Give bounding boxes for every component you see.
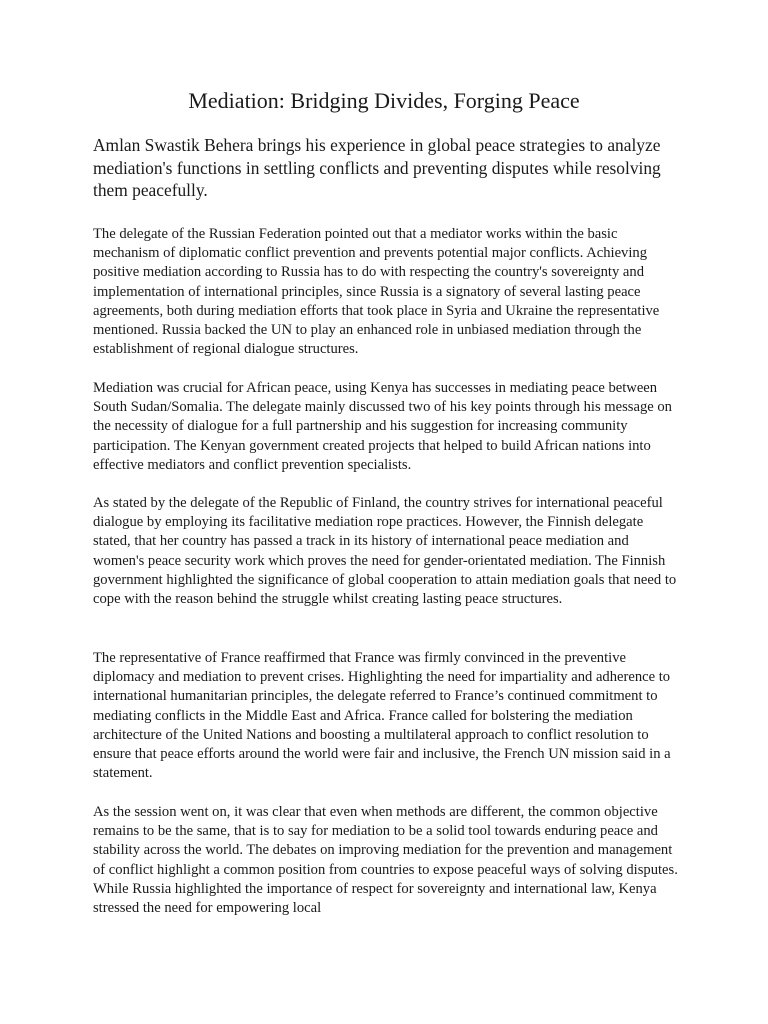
- paragraph-france: The representative of France reaffirmed that France was firmly convinced in the preventive diplomacy and mediation to prevent crises. Highlighting the need for impartiality and adherence to international humanitarian principles, the delegate referred to France’s continued commitment to mediating conflicts in the Middle East and Africa. France called for bolstering the mediation architecture of the United Nations and boosting a multilateral approach to conflict resolution to ensure that peace efforts around the world were fair and inclusive, the French UN mission said in a statement.: [93, 650, 671, 782]
- paragraph-finland: As stated by the delegate of the Republic of Finland, the country strives for international peaceful dialogue by employing its facilitative mediation rope practices. However, the Finnish delegate stated, that her country has passed a track in its history of international peace mediation and women's peace security work which proves the need for gender-orientated mediation. The Finnish government highlighted the significance of global cooperation to attain mediation goals that need to cope with the reason behind the struggle whilst creating lasting peace structures.: [93, 495, 677, 608]
- paragraph-session-summary: As the session went on, it was clear that even when methods are different, the common objective remains to be the same, that is to say for mediation to be a solid tool towards enduring peace and stability across the world. The debates on improving mediation for the prevention and management of conflict highlight a common position from countries to expose peaceful ways of solving disputes. While Russia highlighted the importance of respect for sovereignty and international law, Kenya stressed the need for empowering local: [93, 804, 678, 917]
- paragraph-russia: The delegate of the Russian Federation pointed out that a mediator works within the basic mechanism of diplomatic conflict prevention and prevents potential major conflicts. Achieving positive mediation according to Russia has to do with respecting the country's sovereignty and implementation of international principles, since Russia is a signatory of several lasting peace agreements, both during mediation efforts that took place in Syria and Ukraine the representative mentioned. Russia backed the UN to play an enhanced role in unbiased mediation through the establishment of regional dialogue structures.: [93, 226, 660, 358]
- subtitle: Amlan Swastik Behera brings his experience in global peace strategies to analyze mediation's functions in settling conflicts and preventing disputes while resolving them peacefully.: [93, 135, 661, 200]
- page-title: Mediation: Bridging Divides, Forging Peace: [188, 88, 580, 113]
- paragraph-kenya: Mediation was crucial for African peace, using Kenya has successes in mediating peace between South Sudan/Somalia. The delegate mainly discussed two of his key points through his message on the necessity of dialogue for a full partnership and his suggestion for increasing community participation. The Kenyan government created projects that helped to build African nations into effective mediators and conflict prevention specialists.: [93, 380, 672, 473]
